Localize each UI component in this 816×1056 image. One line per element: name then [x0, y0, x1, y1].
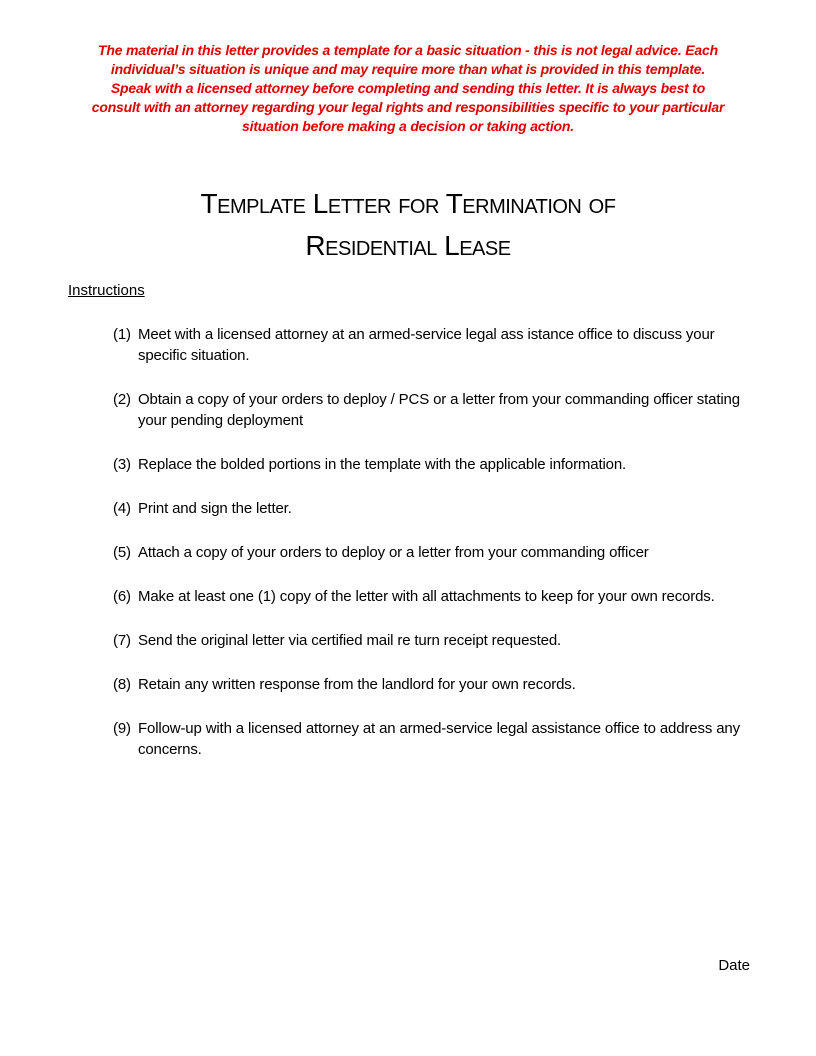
disclaimer-line: Speak with a licensed attorney before completing and sending this letter. It is always best to: [110, 80, 706, 96]
list-item: [113, 674, 743, 695]
instructions-heading: Instructions: [68, 282, 145, 299]
disclaimer-line: individual’s situation is unique and may require more than what is provided in this template.: [110, 61, 706, 77]
item-text: Make at least one (1) copy of the letter with all attachments to keep for your own records.: [138, 588, 715, 605]
item-number: (6): [113, 588, 131, 605]
item-text: Retain any written response from the landlord for your own records.: [138, 676, 576, 693]
item-text: Replace the bolded portions in the template with the applicable information.: [138, 456, 627, 473]
item-number: (5): [113, 544, 131, 561]
list-item: [113, 454, 743, 475]
item-number: (2): [113, 391, 131, 408]
instructions-list: [113, 324, 743, 783]
list-item: [113, 718, 743, 760]
item-number: (4): [113, 500, 131, 517]
list-item: [113, 586, 743, 607]
list-item: [113, 498, 743, 519]
disclaimer-line: consult with an attorney regarding your legal rights and responsibilities specific to your particular: [91, 99, 725, 115]
title-line-1: Template Letter for Termination of: [200, 188, 616, 219]
item-text: Attach a copy of your orders to deploy or a letter from your commanding officer: [138, 544, 649, 561]
legal-disclaimer: [62, 41, 754, 136]
item-text: Follow-up with a licensed attorney at an armed-service legal assistance office to address any concerns.: [138, 720, 740, 758]
list-item: [113, 542, 743, 563]
item-number: (3): [113, 456, 131, 473]
title-line-2: Residential Lease: [305, 230, 511, 261]
item-number: (9): [113, 720, 131, 737]
disclaimer-line: situation before making a decision or taking action.: [242, 118, 574, 134]
item-number: (1): [113, 326, 131, 343]
list-item: [113, 389, 743, 431]
item-number: (8): [113, 676, 131, 693]
item-text: Send the original letter via certified mail re turn receipt requested.: [138, 632, 562, 649]
document-title: [60, 183, 756, 267]
item-number: (7): [113, 632, 131, 649]
item-text: Meet with a licensed attorney at an armed-service legal ass istance office to discuss your specific situation.: [138, 326, 715, 364]
item-text: Obtain a copy of your orders to deploy / PCS or a letter from your commanding officer stating your pending deployment: [138, 391, 740, 429]
list-item: [113, 630, 743, 651]
disclaimer-line: The material in this letter provides a template for a basic situation - this is not legal advice. Each: [98, 42, 718, 58]
item-text: Print and sign the letter.: [138, 500, 292, 517]
list-item: [113, 324, 743, 366]
date-label: Date: [718, 957, 750, 974]
